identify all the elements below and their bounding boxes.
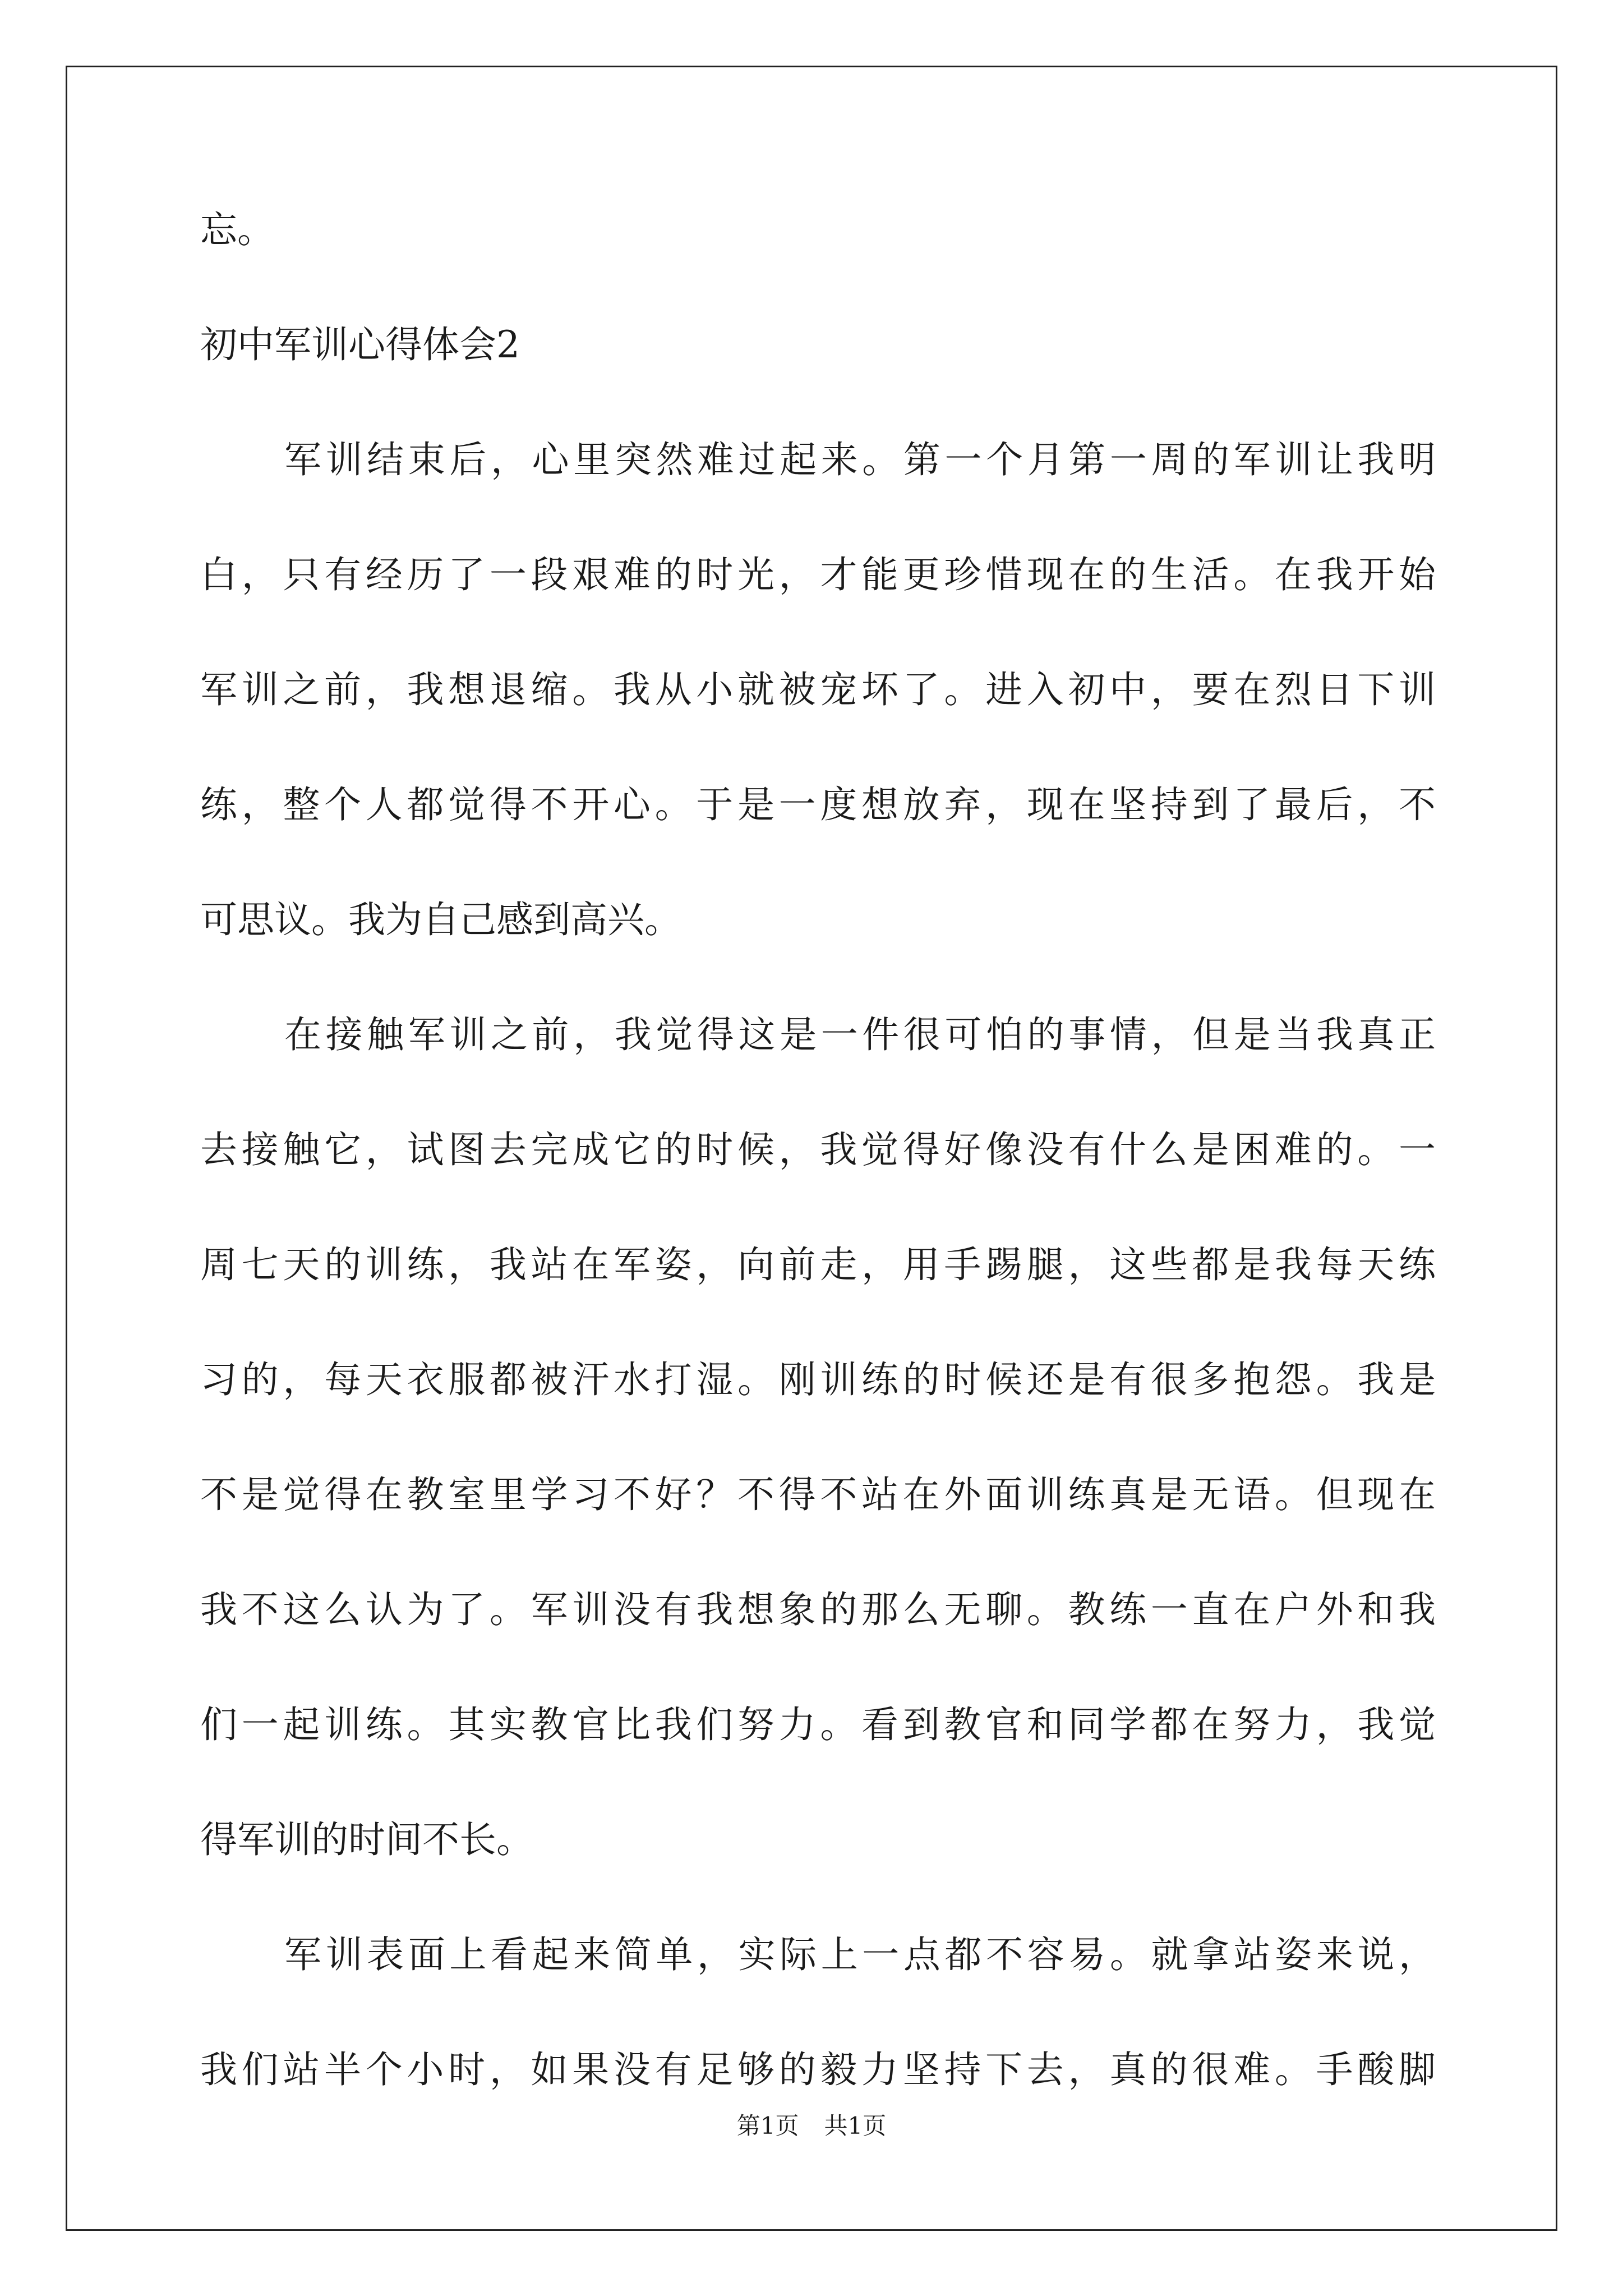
page-total: 共1页	[824, 2112, 887, 2139]
text-line: 得军训的时间不长。	[200, 1818, 533, 1861]
text-line: 周七天的训练，我站在军姿，向前走，用手踢腿，这些都是我每天练	[200, 1243, 1436, 1286]
page-footer	[0, 2113, 1623, 2139]
text-line: 军训结束后，心里突然难过起来。第一个月第一周的军训让我明	[284, 438, 1436, 481]
text-line: 我不这么认为了。军训没有我想象的那么无聊。教练一直在户外和我	[200, 1588, 1436, 1631]
text-line: 军训表面上看起来简单，实际上一点都不容易。就拿站姿来说，	[284, 1933, 1436, 1976]
text-line: 去接触它，试图去完成它的时候，我觉得好像没有什么是困难的。一	[200, 1128, 1436, 1171]
text-line: 练，整个人都觉得不开心。于是一度想放弃，现在坚持到了最后，不	[200, 783, 1436, 826]
text-line: 在接触军训之前，我觉得这是一件很可怕的事情，但是当我真正	[284, 1013, 1436, 1056]
text-line: 白，只有经历了一段艰难的时光，才能更珍惜现在的生活。在我开始	[200, 553, 1436, 596]
text-line: 忘。	[200, 208, 274, 251]
page-number: 第1页	[736, 2112, 799, 2139]
text-line: 军训之前，我想退缩。我从小就被宠坏了。进入初中，要在烈日下训	[200, 668, 1436, 711]
section-heading: 初中军训心得体会2	[200, 323, 520, 366]
document-body	[200, 210, 1436, 2089]
text-line: 我们站半个小时，如果没有足够的毅力坚持下去，真的很难。手酸脚	[200, 2048, 1436, 2091]
text-line: 不是觉得在教室里学习不好？不得不站在外面训练真是无语。但现在	[200, 1473, 1436, 1516]
text-line: 习的，每天衣服都被汗水打湿。刚训练的时候还是有很多抱怨。我是	[200, 1358, 1436, 1401]
text-line: 们一起训练。其实教官比我们努力。看到教官和同学都在努力，我觉	[200, 1703, 1436, 1746]
text-line: 可思议。我为自己感到高兴。	[200, 898, 681, 941]
